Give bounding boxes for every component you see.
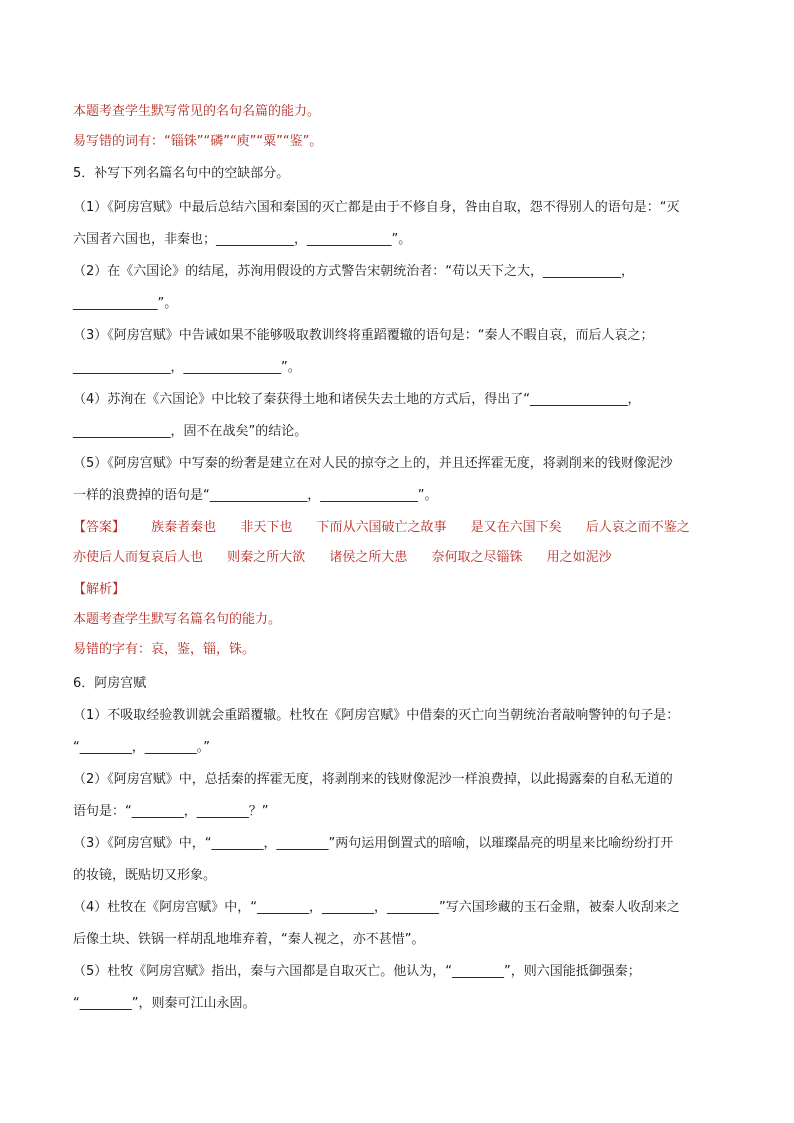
question-6-line: （4）杜牧在《阿房宫赋》中，“________，________，________”写六国珍藏的玉石金鼎，被秦人收刮来之 xyxy=(73,900,680,915)
question-6-line: （5）杜牧《阿房宫赋》指出，秦与六国都是自取灭亡。他认为，“________”，则六国能抵御强秦； xyxy=(73,964,641,979)
question-5-line: （2）在《六国论》的结尾，苏洵用假设的方式警告宋朝统治者：“苟以天下之大，____________， xyxy=(73,264,635,279)
analysis-intro-line-1: 本题考查学生默写常见的名句名篇的能力。 xyxy=(73,104,321,119)
question-6-line: “________”，则秦可江山永固。 xyxy=(73,996,256,1011)
question-5-heading: 5．补写下列名篇名句中的空缺部分。 xyxy=(73,166,290,181)
answer-item: 奈何取之尽锱铢 xyxy=(431,550,523,565)
question-5-line: （3）《阿房宫赋》中告诫如果不能够吸取教训终将重蹈覆辙的语句是：“秦人不暇自哀，而后人哀之； xyxy=(73,328,654,343)
question-5-line: _____________”。 xyxy=(73,296,178,311)
answer-item: 后人哀之而不鉴之 xyxy=(585,520,690,535)
question-5-line: （4）苏洵在《六国论》中比较了秦获得土地和诸侯失去土地的方式后，得出了“_______________， xyxy=(73,392,641,407)
question-6-line: “________，________。” xyxy=(73,740,210,755)
question-5-line: （1）《阿房宫赋》中最后总结六国和秦国的灭亡都是由于不修自身，咎由自取，怨不得别人的语句是：“灭 xyxy=(73,200,680,215)
question-5-line: _______________，_______________”。 xyxy=(73,360,301,375)
question-5-line: _______________，固不在战矣”的结论。 xyxy=(73,424,308,439)
answer-tag: 【答案】 xyxy=(73,520,126,535)
answer-row xyxy=(73,548,632,568)
question-6-line: （1）不吸取经验教训就会重蹈覆辙。杜牧在《阿房宫赋》中借秦的灭亡向当朝统治者敲响警钟的句子是： xyxy=(73,708,680,723)
answer-item: 亦使后人而复哀后人也 xyxy=(73,550,204,565)
analysis-line-2: 易错的字有：哀，鉴，锱，铢。 xyxy=(73,642,256,657)
analysis-tag: 【解析】 xyxy=(73,582,126,597)
answer-row xyxy=(73,518,710,538)
question-6-heading: 6．阿房宫赋 xyxy=(73,676,147,691)
question-6-line: （3）《阿房宫赋》中，“________，________”两句运用倒置式的暗喻，以璀璨晶亮的明星来比喻纷纷打开 xyxy=(73,836,674,851)
answer-item: 非天下也 xyxy=(240,520,293,535)
question-6-line: （2）《阿房宫赋》中，总括秦的挥霍无度，将剥削来的钱财像泥沙一样浪费掉，以此揭露秦的自私无道的 xyxy=(73,772,673,787)
answer-item: 诸侯之所大患 xyxy=(329,550,408,565)
question-6-line: 的妆镜，既贴切又形象。 xyxy=(73,868,217,883)
answer-item: 则秦之所大欲 xyxy=(227,550,306,565)
question-6-line: 后像土块、铁锅一样胡乱地堆弃着，“秦人视之，亦不甚惜”。 xyxy=(73,932,425,947)
question-6-line: 语句是：“________，________？” xyxy=(73,804,269,819)
analysis-intro-line-2: 易写错的词有：“锱铢”“磷”“庾”“粟”“鉴”。 xyxy=(73,134,323,149)
question-5-line: 六国者六国也，非秦也；____________，_____________”。 xyxy=(73,232,412,247)
answer-item: 用之如泥沙 xyxy=(546,550,612,565)
answer-item: 是又在六国下矣 xyxy=(470,520,562,535)
answer-item: 下而从六国破亡之故事 xyxy=(316,520,447,535)
question-5-line: （5）《阿房宫赋》中写秦的纷奢是建立在对人民的掠夺之上的，并且还挥霍无度，将剥削来的钱财像泥沙 xyxy=(73,456,673,471)
analysis-line-1: 本题考查学生默写名篇名句的能力。 xyxy=(73,612,282,627)
answer-item: 族秦者秦也 xyxy=(151,520,217,535)
question-5-line: 一样的浪费掉的语句是“_______________，_______________”。 xyxy=(73,488,438,503)
